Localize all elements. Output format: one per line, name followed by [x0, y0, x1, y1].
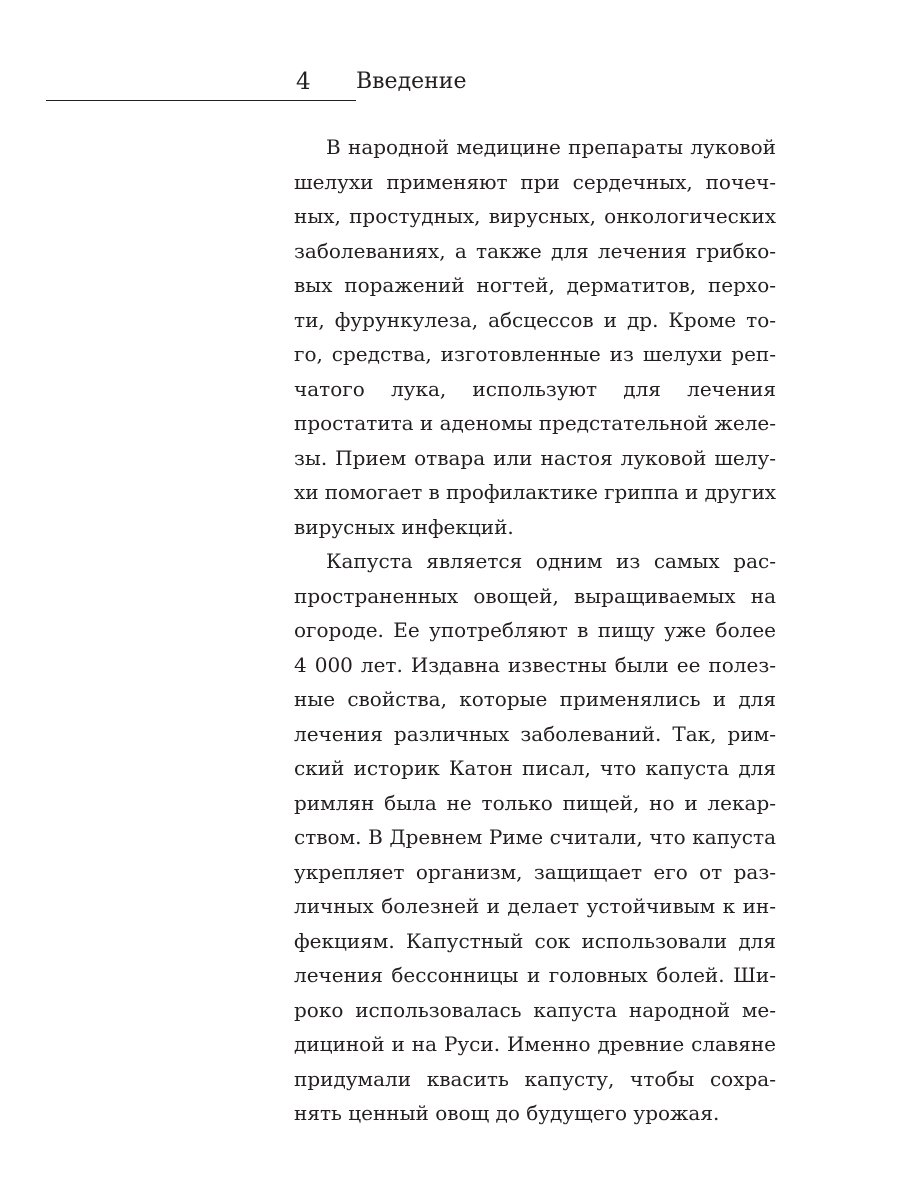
text-line: огороде. Ее употребляют в пищу уже более	[294, 618, 776, 642]
header-rule	[46, 100, 356, 101]
text-line: ством. В Древнем Риме считали, что капуста	[294, 825, 776, 849]
text-line: дициной и на Руси. Именно древние славяне	[294, 1032, 776, 1056]
text-line: го, средства, изготовленные из шелухи реп-	[294, 342, 776, 366]
text-line: ти, фурункулеза, абсцессов и др. Кроме то-	[294, 307, 776, 332]
text-line: укрепляет организм, защищает его от раз-	[294, 859, 776, 884]
page-number: 4	[296, 69, 311, 95]
text-line: нять ценный овощ до будущего урожая.	[294, 1101, 720, 1125]
text-line: ных, простудных, вирусных, онкологических	[294, 204, 776, 228]
text-line: хи помогает в профилактике гриппа и других	[294, 480, 776, 504]
text-line: В народной медицине препараты луковой	[326, 135, 776, 159]
text-line: простатита и аденомы предстательной желе-	[294, 411, 776, 435]
running-head-title: Введение	[356, 69, 467, 94]
body-text	[294, 130, 776, 1131]
text-line: заболеваниях, а также для лечения грибко-	[294, 238, 776, 263]
text-line: ский историк Катон писал, что капуста для	[294, 756, 776, 780]
text-line: римлян была не только пищей, но и лекар-	[294, 790, 776, 815]
text-line: зы. Прием отвара или настоя луковой шелу-	[294, 445, 776, 470]
text-line: пространенных овощей, выращиваемых на	[294, 583, 776, 608]
text-line: чатого лука, используют для лечения	[294, 376, 776, 401]
text-line: роко использовалась капуста народной ме-	[294, 997, 776, 1022]
text-line: лечения различных заболеваний. Так, рим-	[294, 721, 776, 746]
text-line: фекциям. Капустный сок использовали для	[294, 928, 776, 953]
text-line: ные свойства, которые применялись и для	[294, 687, 776, 711]
paragraph-onion-husk	[294, 130, 776, 544]
text-line: Капуста является одним из самых рас-	[326, 549, 776, 573]
text-line: лечения бессонницы и головных болей. Ши-	[294, 963, 776, 987]
text-line: 4 000 лет. Издавна известны были ее полез-	[294, 652, 776, 677]
text-line: вых поражений ногтей, дерматитов, перхо-	[294, 273, 776, 297]
text-line: шелухи применяют при сердечных, почеч-	[294, 169, 776, 194]
paragraph-cabbage	[294, 544, 776, 1131]
text-line: вирусных инфекций.	[294, 514, 514, 539]
text-line: придумали квасить капусту, чтобы сохра-	[294, 1066, 776, 1091]
text-line: личных болезней и делает устойчивым к ин-	[294, 894, 776, 918]
